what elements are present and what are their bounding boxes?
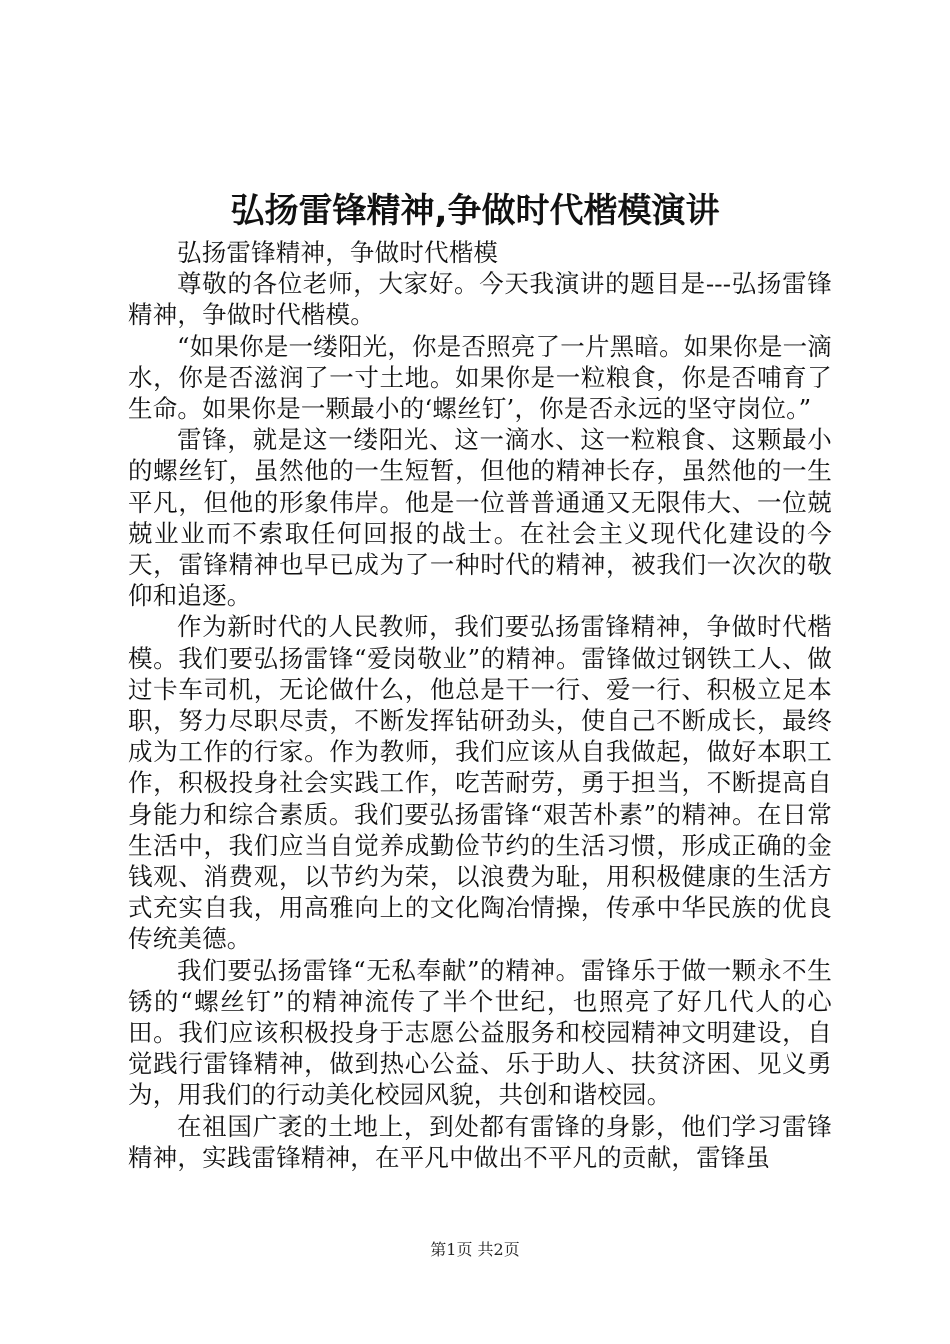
paragraph-dedication: 我们要弘扬雷锋“无私奉献”的精神。雷锋乐于做一颗永不生锈的“螺丝钉”的精神流传了半个世纪，也照亮了好几代人的心田。我们应该积极投身于志愿公益服务和校园精神文明建设，自觉践行雷锋精神，做到热心公益、乐于助人、扶贫济困、见义勇为，用我们的行动美化校园风貌，共创和谐校园。 [128, 955, 832, 1110]
paragraph-greeting: 尊敬的各位老师，大家好。今天我演讲的题目是---弘扬雷锋精神，争做时代楷模。 [128, 269, 832, 330]
paragraph-quote: “如果你是一缕阳光，你是否照亮了一片黑暗。如果你是一滴水，你是否滋润了一寸土地。如果你是一粒粮食，你是否哺育了生命。如果你是一颗最小的‘螺丝钉’，你是否永远的坚守岗位。” [128, 331, 832, 424]
document-title: 弘扬雷锋精神,争做时代楷模演讲 [230, 191, 720, 231]
paragraph-teacher-duty: 作为新时代的人民教师，我们要弘扬雷锋精神，争做时代楷模。我们要弘扬雷锋“爱岗敬业”的精神。雷锋做过钢铁工人、做过卡车司机，无论做什么，他总是干一行、爱一行、积极立足本职，努力尽职尽责，不断发挥钻研劲头，使自己不断成长，最终成为工作的行家。作为教师，我们应该从自我做起，做好本职工作，积极投身社会实践工作，吃苦耐劳，勇于担当，不断提高自身能力和综合素质。我们要弘扬雷锋“艰苦朴素”的精神。在日常生活中，我们应当自觉养成勤俭节约的生活习惯，形成正确的金钱观、消费观，以节约为荣，以浪费为耻，用积极健康的生活方式充实自我，用高雅向上的文化陶冶情操，传承中华民族的优良传统美德。 [128, 612, 832, 954]
paragraph-subtitle: 弘扬雷锋精神，争做时代楷模 [177, 238, 499, 267]
paragraph-leifeng-intro: 雷锋，就是这一缕阳光、这一滴水、这一粒粮食、这颗最小的螺丝钉，虽然他的一生短暂，但他的精神长存，虽然他的一生平凡，但他的形象伟岸。他是一位普普通通又无限伟大、一位兢兢业业而不索取任何回报的战士。在社会主义现代化建设的今天，雷锋精神也早已成为了一种时代的精神，被我们一次次的敬仰和追逐。 [128, 425, 832, 611]
paragraph-closing: 在祖国广袤的土地上，到处都有雷锋的身影，他们学习雷锋精神，实践雷锋精神，在平凡中做出不平凡的贡献，雷锋虽 [128, 1111, 832, 1172]
document-body [128, 237, 832, 1173]
page-number-footer: 第1页 共2页 [430, 1240, 520, 1259]
